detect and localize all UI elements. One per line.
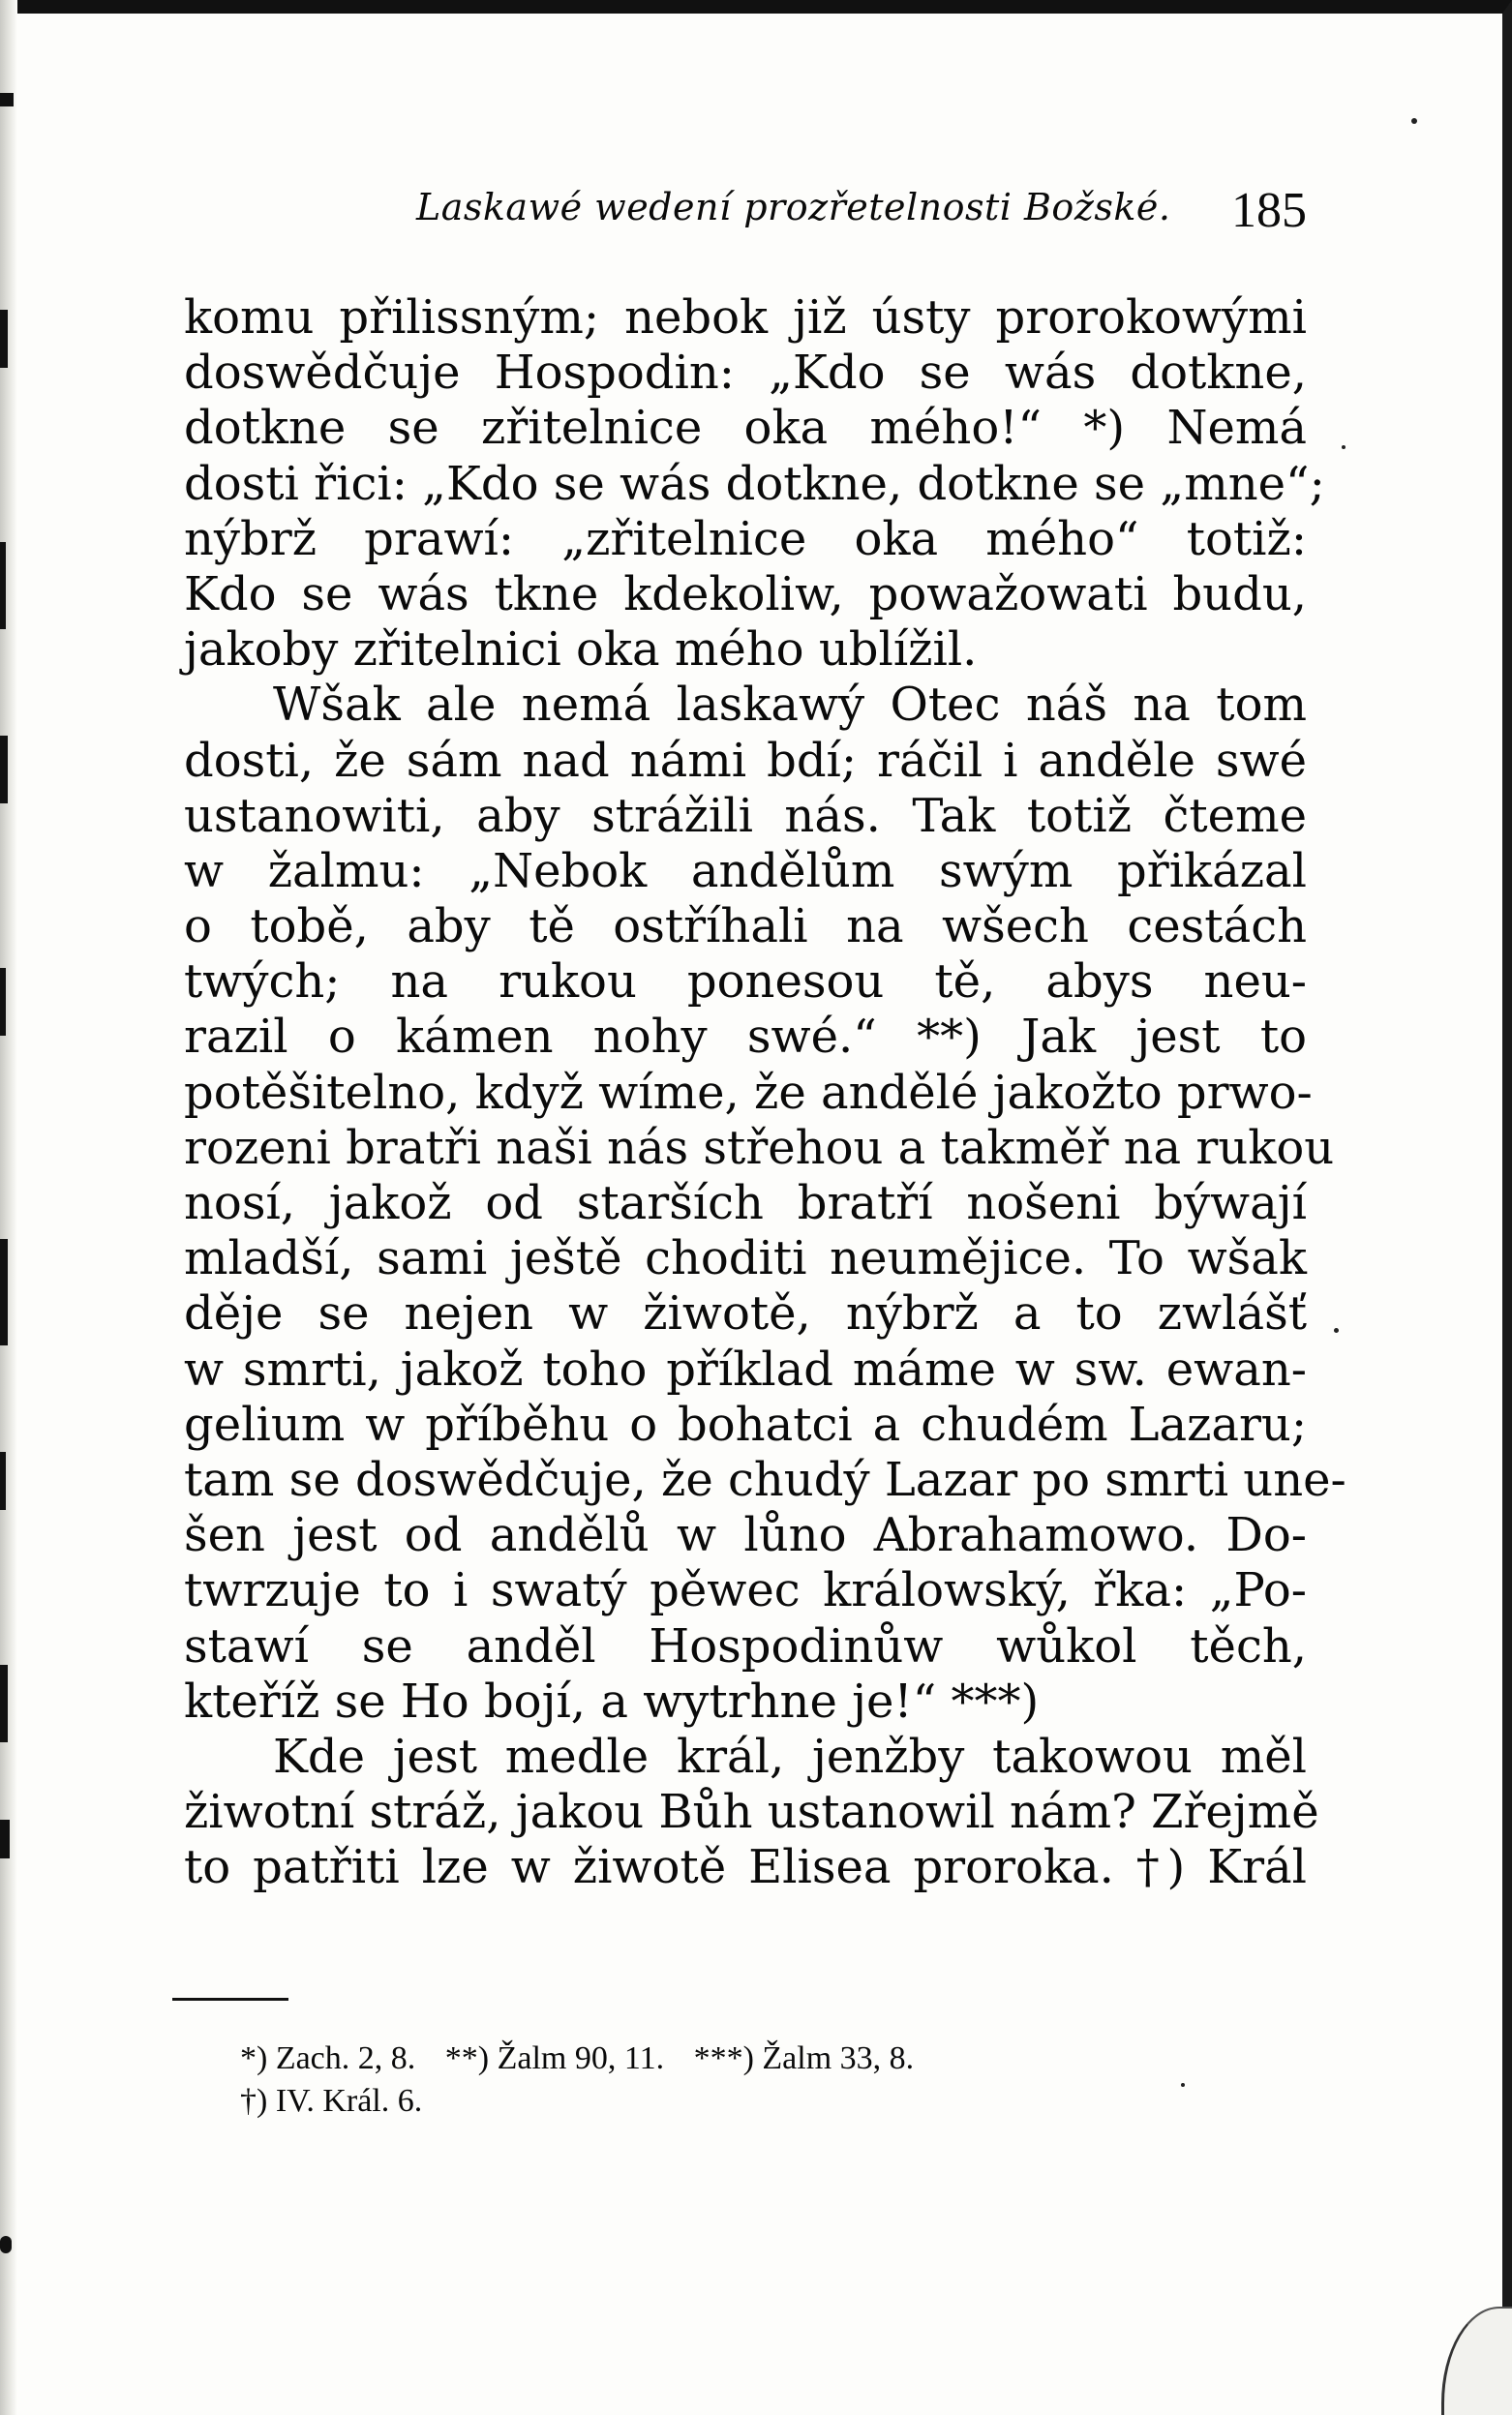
text-line: děje se nejen w žiwotě, nýbrž a to zwlášť (184, 1286, 1307, 1342)
text-line: razil o kámen nohy swé.“ **) Jak jest to (184, 1010, 1307, 1065)
text-line: w žalmu: „Nebok andělům swým přikázal (184, 843, 1307, 898)
footnote: †) IV. Král. 6. (240, 2083, 423, 2119)
text-line: jakoby zřitelnici oka mého ublížil. (184, 622, 978, 678)
footnote: **) Žalm 90, 11. (444, 2040, 665, 2076)
ink-speck (1181, 2083, 1185, 2087)
text-line: to patřiti lze w žiwotě Elisea proroka. †) Král (184, 1840, 1307, 1895)
text-line: gelium w příběhu o bohatci a chudém Lazaru; (184, 1397, 1307, 1452)
text-line: o tobě, aby tě ostříhali na wšech cestách (184, 899, 1307, 954)
text-line: dosti řici: „Kdo se wás dotkne, dotkne se „mne“; (184, 456, 1325, 511)
ink-speck (1411, 118, 1417, 124)
running-head: Laskawé wedení prozřetelnosti Božské. (416, 186, 1171, 228)
text-line: stawí se anděl Hospodinůw wůkol těch, (184, 1618, 1307, 1674)
page-header (184, 183, 1307, 244)
page-number: 185 (1231, 183, 1307, 238)
text-line: w smrti, jakož toho příklad máme w sw. ewan- (184, 1342, 1307, 1397)
text-line: Kdo se wás tkne kdekoliw, powažowati budu, (184, 566, 1307, 621)
footnote: *) Zach. 2, 8. (240, 2040, 416, 2076)
text-line: Kde jest medle král, jenžby takowou měl (273, 1729, 1307, 1784)
footnote-line (240, 2080, 1227, 2123)
text-line: nýbrž prawí: „zřitelnice oka mého“ totiž: (184, 511, 1307, 566)
text-line: dosti, že sám nad námi bdí; ráčil i anděle swé (184, 733, 1307, 788)
footnote: ***) Žalm 33, 8. (693, 2040, 915, 2076)
text-line: potěšitelno, když wíme, že andělé jakožto prwo- (184, 1065, 1313, 1120)
footnote-rule (172, 1998, 288, 2001)
footnote-line (240, 2038, 1227, 2080)
body-text (184, 290, 1346, 1895)
ink-speck (1342, 445, 1346, 449)
text-line: tam se doswědčuje, že chudý Lazar po smrti une- (184, 1452, 1346, 1507)
text-line: dotkne se zřitelnice oka mého!“ *) Nemá (184, 401, 1307, 456)
text-line: Wšak ale nemá laskawý Otec náš na tom (273, 678, 1307, 733)
ink-speck (1334, 1328, 1339, 1333)
text-line: nosí, jakož od starších bratří nošeni býwají (184, 1176, 1307, 1230)
text-line: šen jest od andělů w lůno Abrahamowo. Do- (184, 1508, 1307, 1563)
text-line: ustanowiti, aby strážili nás. Tak totiž čteme (184, 788, 1307, 843)
text-line: twých; na rukou ponesou tě, abys neu- (184, 954, 1307, 1010)
text-line: mladší, sami ještě choditi neumějice. To wšak (184, 1231, 1307, 1286)
footnotes (240, 2038, 1227, 2123)
text-line: rozeni bratři naši nás střehou a takměř na rukou (184, 1120, 1335, 1175)
text-line: komu přilissným; nebok již ústy prorokowými (184, 290, 1307, 345)
text-line: žiwotní stráž, jakou Bůh ustanowil nám? Zřejmě (184, 1785, 1319, 1840)
text-line: kteříž se Ho bojí, a wytrhne je!“ ***) (184, 1674, 1040, 1729)
text-line: doswědčuje Hospodin: „Kdo se wás dotkne, (184, 346, 1307, 401)
text-line: twrzuje to i swatý pěwec králowský, řka: „Po- (184, 1563, 1307, 1618)
page-left-edge (0, 0, 17, 2415)
